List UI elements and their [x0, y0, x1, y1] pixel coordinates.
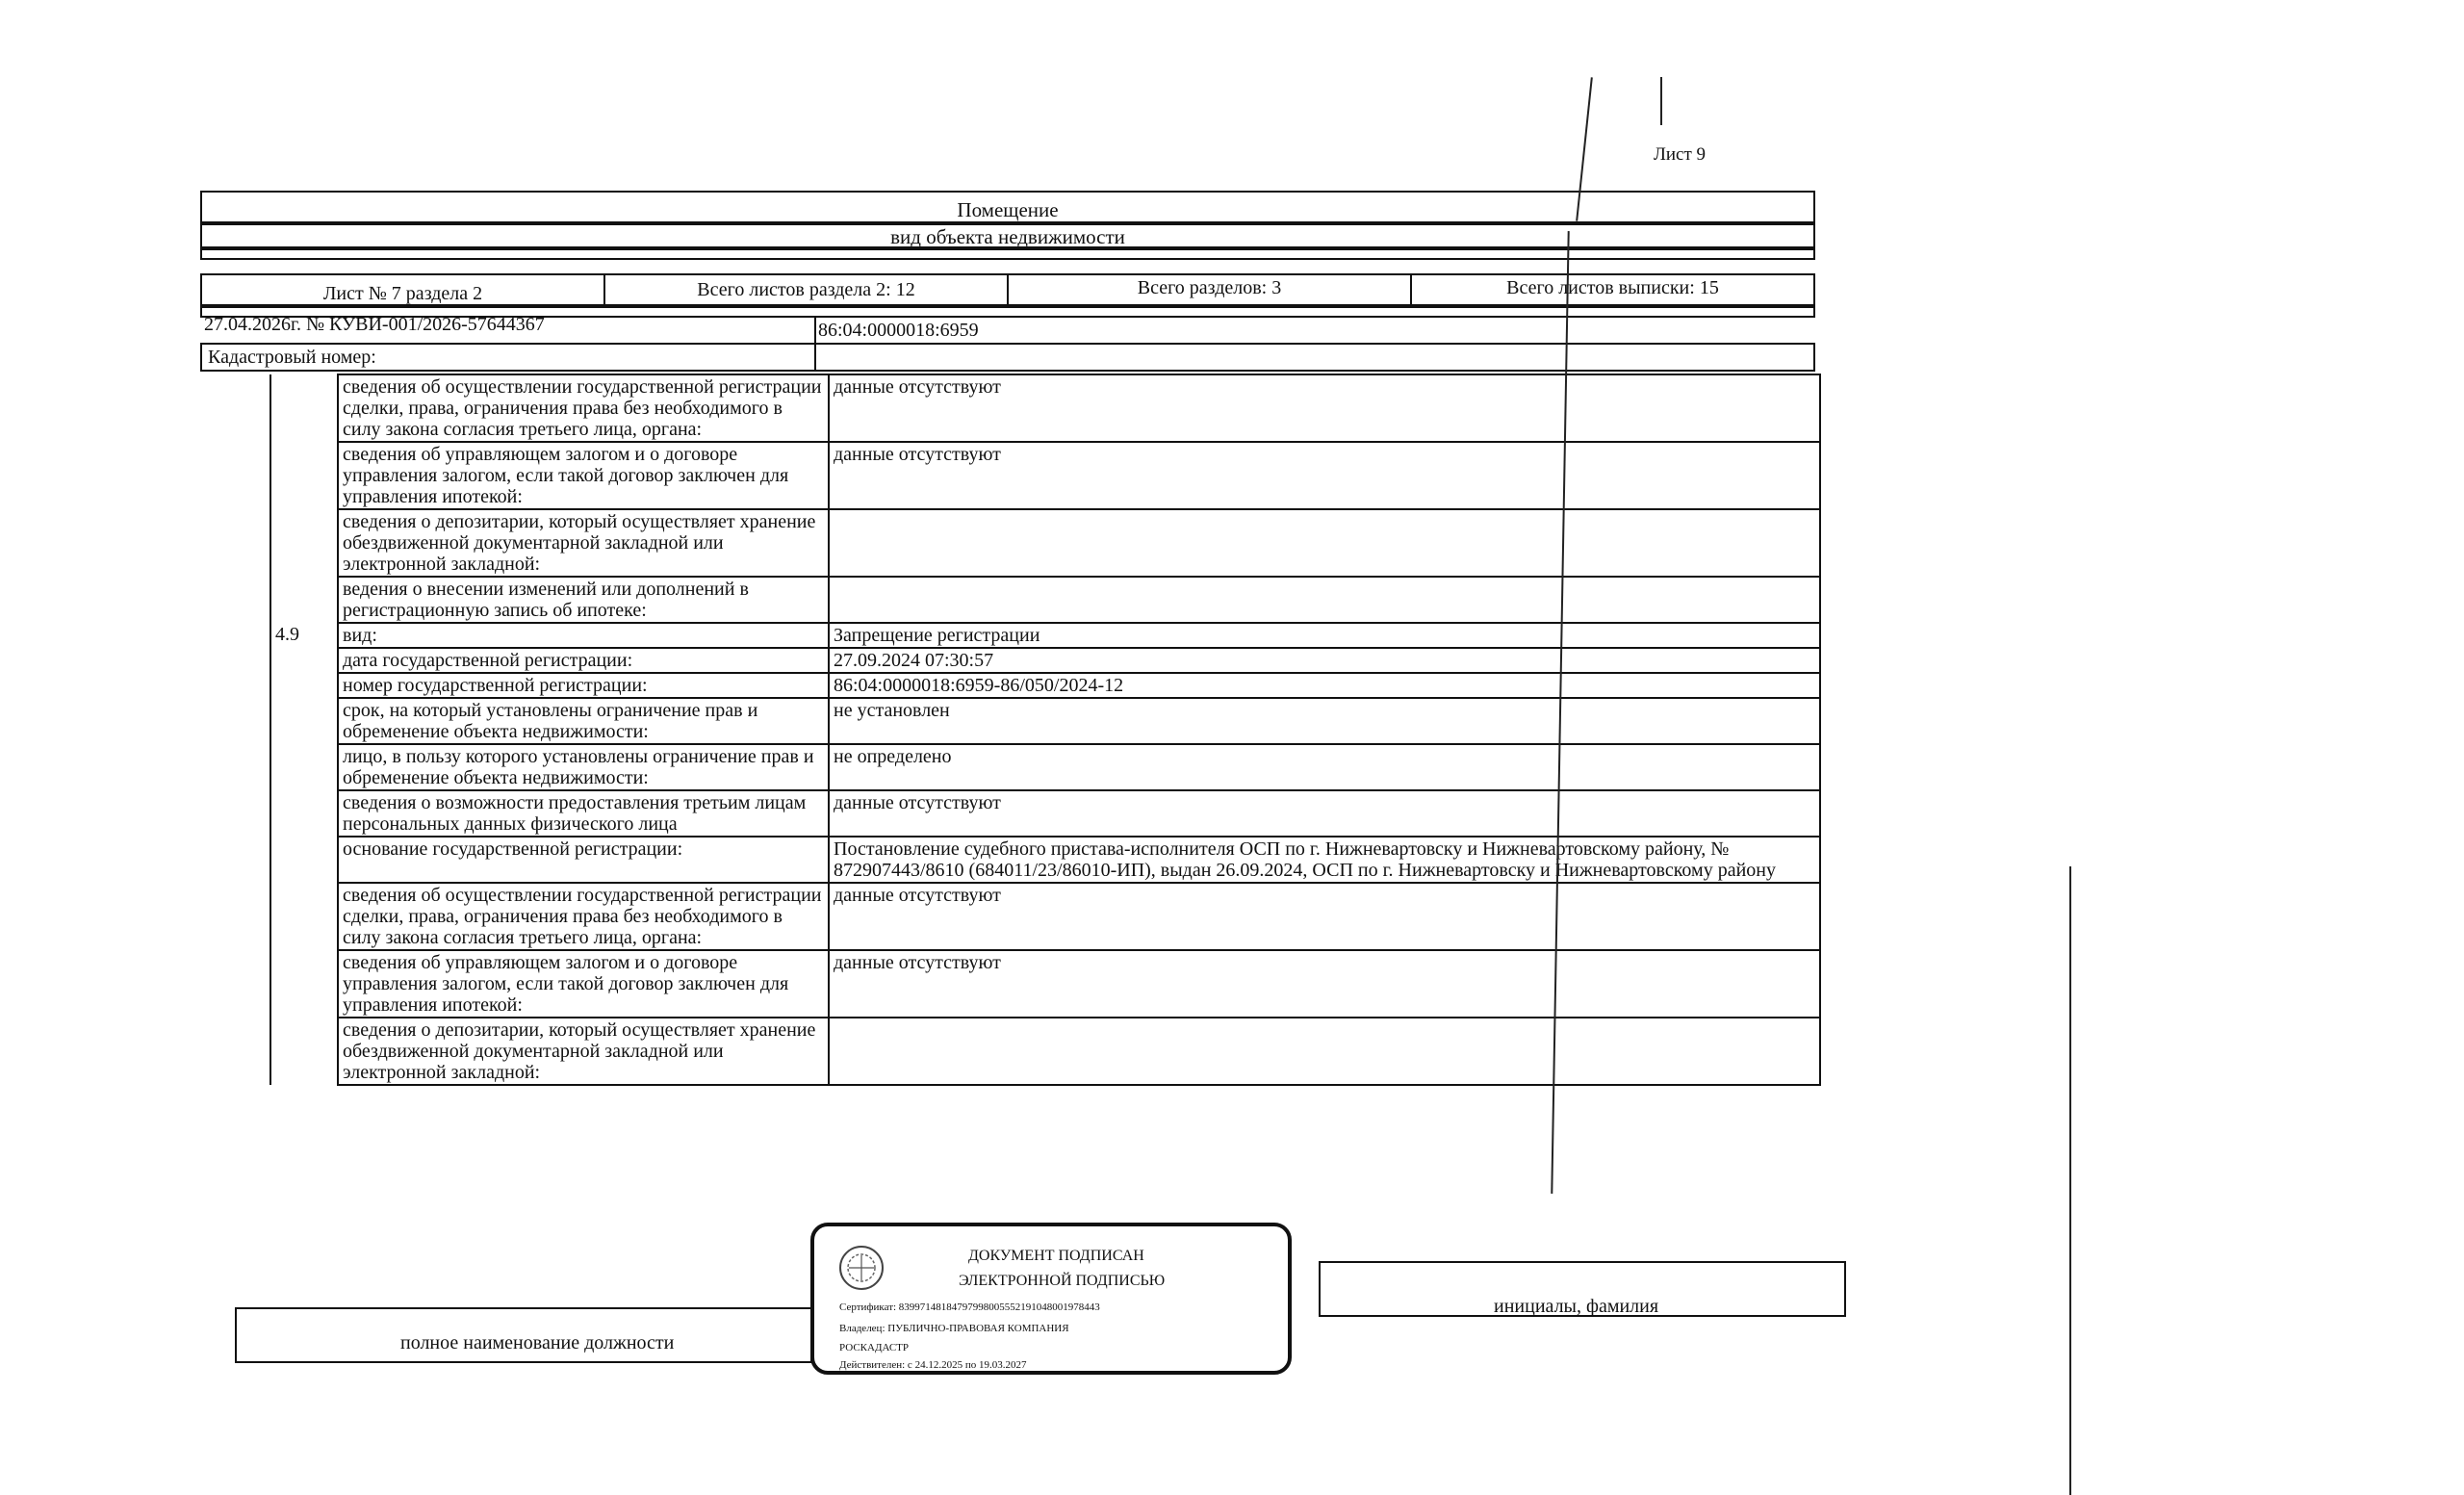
row-margin-cell [204, 648, 270, 673]
table-row [204, 883, 1820, 950]
stamp-owner2: РОСКАДАСТР [839, 1342, 910, 1353]
table-row [204, 648, 1820, 673]
row-number [270, 790, 338, 837]
row-label: срок, на который установлены ограничение прав и обременение объекта недвижимости: [338, 698, 829, 744]
row-value [829, 577, 1820, 623]
table-row [204, 673, 1820, 698]
object-type-caption: вид объекта недвижимости [890, 225, 1125, 248]
table-row [204, 790, 1820, 837]
row-number [270, 744, 338, 790]
table-row [204, 837, 1820, 883]
blank-line [200, 248, 1815, 260]
stamp-valid: Действителен: с 24.12.2025 по 19.03.2027 [839, 1359, 1027, 1371]
row-label: ведения о внесении изменений или дополнений в регистрационную запись об ипотеке: [338, 577, 829, 623]
row-number [270, 648, 338, 673]
sheet-of-section: Лист № 7 раздела 2 [202, 275, 605, 304]
row-label: сведения об осуществлении государственной регистрации сделки, права, ограничения права без необходимого в силу закона согласия третьего лица, органа: [338, 374, 829, 442]
row-label: сведения о депозитарии, который осуществляет хранение обездвиженной документарной закладной или электронной закладной: [338, 1018, 829, 1085]
total-sheets-section: Всего листов раздела 2: 12 [605, 275, 1009, 304]
cadastral-label: Кадастровый номер: [208, 347, 376, 368]
table-row [204, 442, 1820, 509]
row-value: данные отсутствуют [829, 790, 1820, 837]
stamp-cert: Сертификат: 83997148184797998005552191048001978443 [839, 1302, 1100, 1313]
row-value: данные отсутствуют [829, 883, 1820, 950]
signature-stamp [810, 1223, 1292, 1375]
object-type-value: Помещение [957, 198, 1059, 221]
row-label: сведения об осуществлении государственной регистрации сделки, права, ограничения права без необходимого в силу закона согласия третьего лица, органа: [338, 883, 829, 950]
scan-artifact-line-3 [1660, 77, 1662, 125]
seal-icon [837, 1244, 886, 1292]
row-number [270, 577, 338, 623]
row-margin-cell [204, 837, 270, 883]
cadastral-separator [814, 316, 816, 372]
row-margin-cell [204, 950, 270, 1018]
table-row [204, 950, 1820, 1018]
row-margin-cell [204, 577, 270, 623]
row-number: 4.9 [270, 623, 338, 648]
object-type-caption-box [200, 223, 1815, 248]
row-label: вид: [338, 623, 829, 648]
row-label: сведения об управляющем залогом и о договоре управления залогом, если такой договор заключен для управления ипотекой: [338, 950, 829, 1018]
row-label: дата государственной регистрации: [338, 648, 829, 673]
row-margin-cell [204, 883, 270, 950]
row-margin-cell [204, 374, 270, 442]
row-value: данные отсутствуют [829, 950, 1820, 1018]
row-number [270, 442, 338, 509]
row-margin-cell [204, 744, 270, 790]
row-value: 86:04:0000018:6959-86/050/2024-12 [829, 673, 1820, 698]
stamp-line2: ЭЛЕКТРОННОЙ ПОДПИСЬЮ [959, 1273, 1166, 1289]
kuvi-number: 27.04.2026г. № КУВИ-001/2026-57644367 [204, 314, 545, 335]
row-margin-cell [204, 1018, 270, 1085]
row-value: не определено [829, 744, 1820, 790]
row-value [829, 509, 1820, 577]
row-label: лицо, в пользу которого установлены ограничение прав и обременение объекта недвижимости: [338, 744, 829, 790]
row-number [270, 509, 338, 577]
name-box [1319, 1261, 1846, 1317]
row-number [270, 1018, 338, 1085]
row-label: сведения о депозитарии, который осуществляет хранение обездвиженной документарной закладной или электронной закладной: [338, 509, 829, 577]
row-label: сведения о возможности предоставления третьим лицам персональных данных физического лица [338, 790, 829, 837]
stamp-owner: Владелец: ПУБЛИЧНО-ПРАВОВАЯ КОМПАНИЯ [839, 1323, 1069, 1334]
info-row [200, 273, 1815, 306]
cadastral-value: 86:04:0000018:6959 [818, 320, 979, 341]
position-caption: полное наименование должности [400, 1332, 675, 1353]
row-number [270, 883, 338, 950]
row-margin-cell [204, 442, 270, 509]
table-row [204, 1018, 1820, 1085]
stamp-line1: ДОКУМЕНТ ПОДПИСАН [968, 1248, 1144, 1264]
row-value: Запрещение регистрации [829, 623, 1820, 648]
encumbrance-table [204, 374, 1821, 1086]
table-row [204, 509, 1820, 577]
page-edge-line [2069, 866, 2071, 1495]
row-label: номер государственной регистрации: [338, 673, 829, 698]
total-sheets-extract: Всего листов выписки: 15 [1506, 277, 1719, 298]
row-number [270, 673, 338, 698]
row-number [270, 950, 338, 1018]
row-margin-cell [204, 698, 270, 744]
position-box [235, 1307, 812, 1363]
row-margin-cell [204, 623, 270, 648]
row-value: данные отсутствуют [829, 374, 1820, 442]
row-label: основание государственной регистрации: [338, 837, 829, 883]
row-number [270, 837, 338, 883]
row-number [270, 374, 338, 442]
row-value: 27.09.2024 07:30:57 [829, 648, 1820, 673]
row-value: данные отсутствуют [829, 442, 1820, 509]
sheet-number: Лист 9 [1654, 144, 1707, 165]
row-label: сведения об управляющем залогом и о договоре управления залогом, если такой договор заключен для управления ипотекой: [338, 442, 829, 509]
row-value: Постановление судебного пристава-исполнителя ОСП по г. Нижневартовску и Нижневартовскому району, № 872907443/8610 (684011/23/86010-ИП), выдан 26.09.2024, ОСП по г. Нижневартовску и Нижневартовскому району [829, 837, 1820, 883]
total-sections: Всего разделов: 3 [1009, 275, 1412, 304]
row-margin-cell [204, 790, 270, 837]
table-row [204, 577, 1820, 623]
table-row [204, 374, 1820, 442]
table-row [204, 744, 1820, 790]
row-number [270, 698, 338, 744]
row-margin-cell [204, 509, 270, 577]
table-row [204, 623, 1820, 648]
object-type [200, 191, 1815, 223]
row-value: не установлен [829, 698, 1820, 744]
name-caption: инициалы, фамилия [1494, 1296, 1659, 1317]
row-margin-cell [204, 673, 270, 698]
row-value [829, 1018, 1820, 1085]
table-row [204, 698, 1820, 744]
